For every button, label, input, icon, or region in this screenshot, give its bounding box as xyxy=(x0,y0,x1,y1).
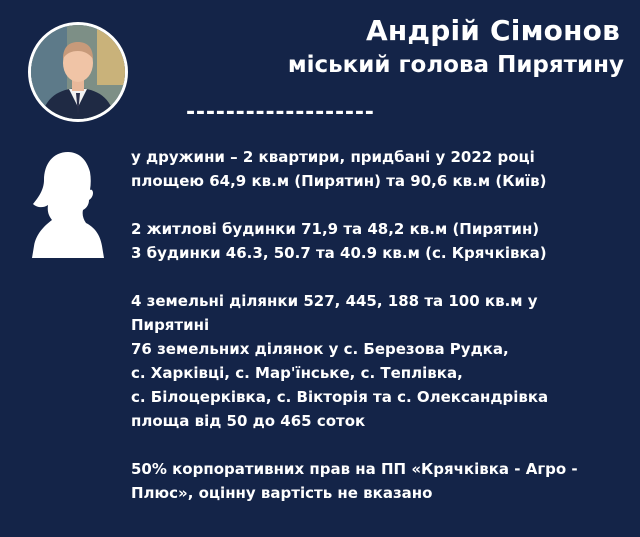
official-position: міський голова Пирятину xyxy=(287,52,624,78)
official-portrait-photo xyxy=(28,22,128,122)
text-line: у дружини – 2 квартири, придбані у 2022 році xyxy=(131,148,535,166)
declaration-text xyxy=(131,145,611,505)
text-line: с. Харківці, с. Мар'їнське, с. Теплівка, xyxy=(131,364,463,382)
text-line: 3 будинки 46.3, 50.7 та 40.9 кв.м (с. Крячківка) xyxy=(131,244,547,262)
text-line: Плюс», оцінну вартість не вказано xyxy=(131,484,433,502)
text-line: 76 земельних ділянок у с. Березова Рудка, xyxy=(131,340,509,358)
text-line: с. Білоцерківка, с. Вікторія та с. Олександрівка xyxy=(131,388,549,406)
text-line: 50% корпоративних прав на ПП «Крячківка - Агро - xyxy=(131,460,578,478)
text-line: Пирятині xyxy=(131,316,210,334)
text-line: 2 житлові будинки 71,9 та 48,2 кв.м (Пирятин) xyxy=(131,220,540,238)
text-line: площею 64,9 кв.м (Пирятин) та 90,6 кв.м (Київ) xyxy=(131,172,547,190)
paragraph-land-plots xyxy=(131,289,611,433)
official-name: Андрій Сімонов xyxy=(365,14,620,47)
text-line: площа від 50 до 465 соток xyxy=(131,412,366,430)
paragraph-wife-apartments xyxy=(131,145,611,193)
text-line: 4 земельні ділянки 527, 445, 188 та 100 кв.м у xyxy=(131,292,538,310)
woman-silhouette-icon xyxy=(30,150,106,260)
header-divider: ------------------- xyxy=(186,100,375,125)
paragraph-houses xyxy=(131,217,611,265)
paragraph-corporate-rights xyxy=(131,457,611,505)
